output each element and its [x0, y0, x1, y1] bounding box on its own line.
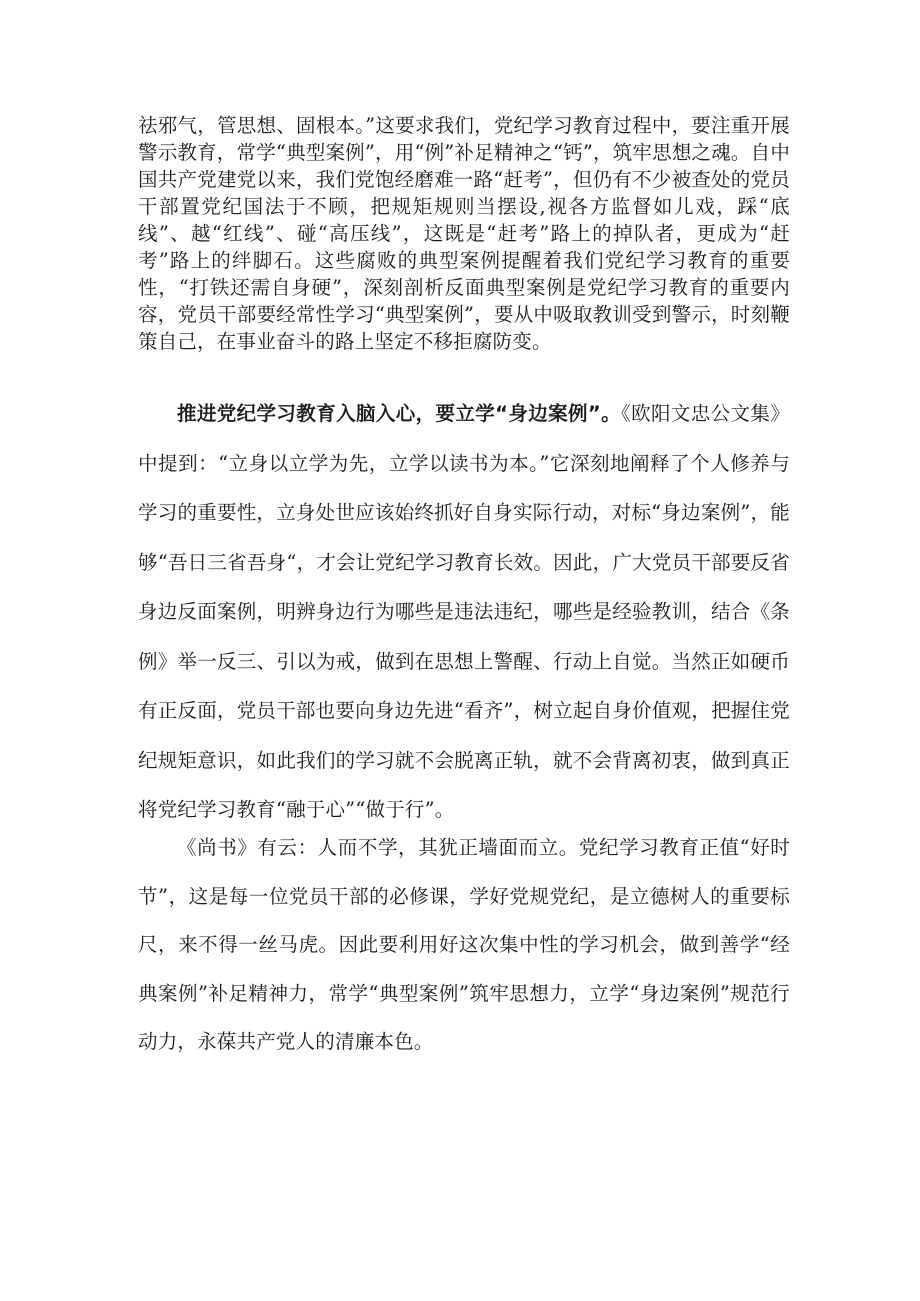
paragraph-nearby-cases: [138, 389, 790, 835]
paragraph-heading: 推进党纪学习教育入脑入心，要立学“身边案例”。: [177, 402, 621, 425]
paragraph-body: 《欧阳文忠公文集》中提到：“立身以立学为先，立学以读书为本。”它深刻地阐释了个人修养与学习的重要性，立身处世应该始终抓好自身实际行动，对标“身边案例”，能够“吾日三省吾身“，才会让党纪学习教育长效。因此，广大党员干部要反省身边反面案例，明辨身边行为哪些是违法违纪，哪些是经验教训，结合《条例》举一反三、引以为戒，做到在思想上警醒、行动上自觉。当然正如硬币有正反面，党员干部也要向身边先进“看齐”，树立起自身价值观，把握住党纪规矩意识，如此我们的学习就不会脱离正轨，就不会背离初衷，做到真正将党纪学习教育“融于心”“做于行”。: [138, 402, 790, 821]
paragraph-conclusion: 《尚书》有云：人而不学，其犹正墙面而立。党纪学习教育正值“好时节”，这是每一位党员干部的必修课，学好党规党纪，是立德树人的重要标尺，来不得一丝马虎。因此要利用好这次集中性的学习机会，做到善学“经典案例”补足精神力，常学“典型案例”筑牢思想力，立学“身边案例”规范行动力，永葆共产党人的清廉本色。: [138, 836, 790, 1053]
paragraph-typical-cases: 祛邪气，管思想、固根本。”这要求我们，党纪学习教育过程中，要注重开展警示教育，常学“典型案例”，用“例”补足精神之“钙”，筑牢思想之魂。自中国共产党建党以来，我们党饱经磨难一路“赶考”，但仍有不少被查处的党员干部置党纪国法于不顾，把规矩规则当摆设,视各方监督如儿戏，踩“底线”、越“红线”、碰“高压线”，这既是“赶考”路上的掉队者，更成为“赶考”路上的绊脚石。这些腐败的典型案例提醒着我们党纪学习教育的重要性，“打铁还需自身硬”，深刻剖析反面典型案例是党纪学习教育的重要内容，党员干部要经常性学习“典型案例”，要从中吸取教训受到警示，时刻鞭策自己，在事业奋斗的路上坚定不移拒腐防变。: [138, 114, 791, 353]
